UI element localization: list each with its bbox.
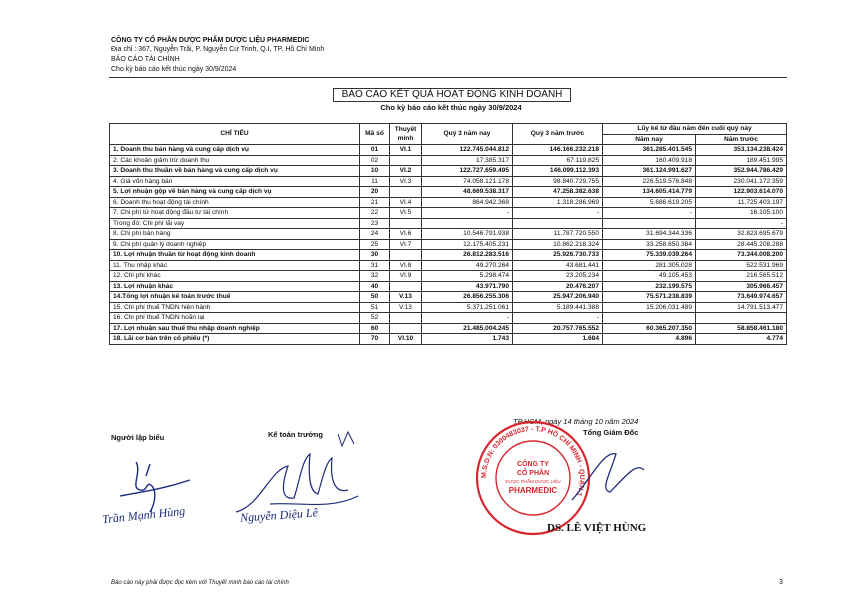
cell-q3-this: 5.298.474 [422,271,513,282]
cell-item: 4. Giá vốn hàng bán [110,176,360,187]
cell-note [390,281,422,292]
cell-ytd-this: 160.409.918 [603,155,696,166]
cell-item: 2. Các khoản giảm trừ doanh thu [110,155,360,166]
cell-q3-prev [513,218,603,229]
cell-ytd-prev [696,313,787,324]
table-row [110,229,787,240]
cell-ytd-this: 5.686.619.205 [603,197,696,208]
table-row [110,313,787,324]
cell-q3-prev: 11.787.720.550 [513,229,603,240]
cell-ytd-prev: 16.105.100 [696,208,787,219]
cell-item: 5. Lợi nhuận gộp về bán hàng và cung cấp dịch vụ [110,187,360,198]
cell-ytd-this: 4.896 [603,334,696,345]
table-row [110,271,787,282]
cell-q3-prev: 1.318.286.969 [513,197,603,208]
preparer-title: Người lập biểu [111,433,165,442]
cell-ytd-prev: 216.565.512 [696,271,787,282]
cell-note: VI.2 [390,166,422,177]
cell-item: 1. Doanh thu bán hàng và cung cấp dịch vụ [110,145,360,156]
cell-item: 15. Chi phí thuế TNDN hiện hành [110,302,360,313]
cell-note [390,187,422,198]
cell-ytd-prev: 73.649.974.657 [696,292,787,303]
header-code: Mã số [360,124,390,145]
cell-ytd-this: 75.339.039.264 [603,250,696,261]
cell-note: V.13 [390,292,422,303]
cell-q3-this: - [422,208,513,219]
cell-code: 22 [360,208,390,219]
table-row [110,250,787,261]
signing-date: TP.HCM, ngày 14 tháng 10 năm 2024 [513,417,639,426]
cell-ytd-this: 226.519.576.848 [603,176,696,187]
cell-code: 51 [360,302,390,313]
income-statement-table [109,123,787,345]
cell-ytd-prev: 522.531.969 [696,260,787,271]
cell-ytd-this: 361.124.991.627 [603,166,696,177]
cell-note: V.13 [390,302,422,313]
cell-q3-this: 122.727.659.495 [422,166,513,177]
header-divider [109,77,787,78]
cell-q3-this: 864.942.368 [422,197,513,208]
cell-q3-prev: 20.757.765.552 [513,323,603,334]
cell-q3-prev: 10.862.218.324 [513,239,603,250]
header-note: Thuyết minh [390,124,422,145]
header-ytd-prev: Năm trước [696,134,787,145]
cell-code: 70 [360,334,390,345]
cell-code: 40 [360,281,390,292]
cell-code: 50 [360,292,390,303]
cell-code: 02 [360,155,390,166]
cell-ytd-prev: 11.725.403.197 [696,197,787,208]
table-row [110,208,787,219]
cell-ytd-this: 134.605.414.779 [603,187,696,198]
table-row [110,197,787,208]
cell-code: 30 [360,250,390,261]
cell-item: 3. Doanh thu thuần về bán hàng và cung cấp dịch vụ [110,166,360,177]
cell-q3-prev: 25.926.730.733 [513,250,603,261]
cell-note: VI.5 [390,208,422,219]
cell-item: 14.Tổng lợi nhuận kế toán trước thuế [110,292,360,303]
cell-note: VI.9 [390,271,422,282]
report-title: BÁO CÁO KẾT QUẢ HOẠT ĐỘNG KINH DOANH [333,88,571,102]
cell-code: 52 [360,313,390,324]
table-row [110,239,787,250]
stamp-line2: CỔ PHẦN [516,470,550,477]
cell-item: 11. Thu nhập khác [110,260,360,271]
cell-note: VI.4 [390,197,422,208]
cell-ytd-this [603,218,696,229]
doc-type: BÁO CÁO TÀI CHÍNH [111,56,180,63]
cell-ytd-prev: 73.344.008.200 [696,250,787,261]
cell-q3-this: 21.485.004.245 [422,323,513,334]
cell-q3-this: 74.058.121.178 [422,176,513,187]
header-ytd: Lũy kế từ đầu năm đến cuối quý này [603,124,787,135]
cell-ytd-this: 361.285.401.545 [603,145,696,156]
stamp-line3: DƯỢC PHẨM DƯỢC LIỆU [505,479,561,484]
page-number: 3 [779,579,783,586]
header-q3-this: Quý 3 năm nay [422,124,513,145]
cell-ytd-this: 75.571.238.839 [603,292,696,303]
cell-code: 32 [360,271,390,282]
cell-code: 21 [360,197,390,208]
cell-q3-this: 12.175.405.231 [422,239,513,250]
cell-code: 20 [360,187,390,198]
cell-item: 7. Chi phí từ hoạt động đầu tư tài chính [110,208,360,219]
cell-code: 10 [360,166,390,177]
cell-q3-this [422,218,513,229]
cell-code: 01 [360,145,390,156]
cell-q3-this: 122.745.044.812 [422,145,513,156]
company-address: Địa chỉ : 367, Nguyễn Trãi, P. Nguyễn Cư Trinh, Q.I, TP. Hồ Chí Minh [111,46,325,53]
cell-note: VI.3 [390,176,422,187]
cell-ytd-this: 49.105.453 [603,271,696,282]
cell-code: 31 [360,260,390,271]
cell-q3-prev: - [513,208,603,219]
cell-note [390,323,422,334]
table-row [110,218,787,229]
cell-ytd-this: 232.199.575 [603,281,696,292]
accountant-title: Kế toán trưởng [268,430,323,439]
cell-item: Trong đó: Chi phí lãi vay [110,218,360,229]
cell-q3-prev: 43.681.441 [513,260,603,271]
cell-q3-this: 26.812.283.516 [422,250,513,261]
cell-code: 24 [360,229,390,240]
cell-q3-prev: 146.166.232.218 [513,145,603,156]
cell-ytd-prev: 353.134.238.424 [696,145,787,156]
cell-item: 16. Chi phí thuế TNDN hoãn lại [110,313,360,324]
cell-ytd-prev: 32.823.695.679 [696,229,787,240]
cell-ytd-prev: - [696,218,787,229]
cell-q3-prev: 47.258.382.638 [513,187,603,198]
footer-note: Báo cáo này phải được đọc kèm với Thuyết minh báo cáo tài chính [111,580,289,586]
cell-item: 6. Doanh thu hoạt động tài chính [110,197,360,208]
stamp-line4: PHARMEDIC [508,486,558,495]
cell-q3-prev: 20.476.207 [513,281,603,292]
report-period: Cho kỳ báo cáo kết thúc ngày 30/9/2024 [111,66,237,73]
table-row [110,292,787,303]
cell-note: VI.10 [390,334,422,345]
cell-code: 23 [360,218,390,229]
cell-item: 10. Lợi nhuận thuần từ hoạt động kinh doanh [110,250,360,261]
cell-q3-this: 43.971.790 [422,281,513,292]
cell-ytd-this: 15.206.031.489 [603,302,696,313]
cell-q3-this: - [422,313,513,324]
cell-ytd-prev: 14.791.513.477 [696,302,787,313]
table-row [110,260,787,271]
cell-ytd-prev: 58.858.461.180 [696,323,787,334]
cell-ytd-prev: 189.451.995 [696,155,787,166]
cell-note: VI.8 [390,260,422,271]
cell-note: VI.7 [390,239,422,250]
cell-ytd-prev: 28.445.208.288 [696,239,787,250]
company-name: CÔNG TY CỔ PHẦN DƯỢC PHẨM DƯỢC LIỆU PHARMEDIC [111,37,310,44]
cell-ytd-prev: 4.774 [696,334,787,345]
cell-note: VI.6 [390,229,422,240]
cell-ytd-this: 31.694.344.336 [603,229,696,240]
stamp-ring-text: M.S.D.N: 0300483037 - T.P HỒ CHÍ MINH - QUẬN 1 [480,425,586,498]
table-row [110,187,787,198]
table-row [110,155,787,166]
table-row [110,281,787,292]
header-item: CHỈ TIÊU [110,124,360,145]
table-row [110,145,787,156]
cell-ytd-prev: 305.966.457 [696,281,787,292]
cell-q3-prev: 25.947.206.940 [513,292,603,303]
table-row [110,302,787,313]
cell-code: 25 [360,239,390,250]
accountant-name: Nguyễn Diệu Lê [239,505,319,525]
cell-q3-this: 26.856.255.306 [422,292,513,303]
cell-q3-prev: 23.205.234 [513,271,603,282]
cell-q3-this: 48.669.538.317 [422,187,513,198]
cell-ytd-this: 60.365.207.350 [603,323,696,334]
cell-q3-prev: 1.684 [513,334,603,345]
cell-q3-this: 49.270.264 [422,260,513,271]
cell-note [390,313,422,324]
cell-q3-prev: 67.119.825 [513,155,603,166]
cell-note [390,218,422,229]
cell-item: 9. Chi phí quản lý doanh nghiệp [110,239,360,250]
stamp-line1: CÔNG TY [517,461,549,468]
cell-item: 12. Chi phí khác [110,271,360,282]
cell-q3-prev: - [513,313,603,324]
table-row [110,166,787,177]
table-row [110,334,787,345]
table-row [110,176,787,187]
preparer-name: Trần Mạnh Hùng [101,503,186,527]
cell-q3-prev: 146.099.112.393 [513,166,603,177]
cell-q3-prev: 5.189.441.388 [513,302,603,313]
director-name: DS. LÊ VIỆT HÙNG [547,522,647,534]
cell-note: VI.1 [390,145,422,156]
cell-item: 13. Lợi nhuận khác [110,281,360,292]
cell-q3-prev: 98.840.729.755 [513,176,603,187]
cell-ytd-prev: 230.041.172.359 [696,176,787,187]
cell-q3-this: 10.546.791.938 [422,229,513,240]
director-title: Tổng Giám Đốc [583,428,639,437]
report-subtitle: Cho kỳ báo cáo kết thúc ngày 30/9/2024 [380,103,522,112]
cell-item: 8. Chi phí bán hàng [110,229,360,240]
table-row [110,323,787,334]
cell-ytd-this: - [603,208,696,219]
cell-note [390,250,422,261]
cell-q3-this: 1.743 [422,334,513,345]
director-signature-mark [570,440,650,510]
cell-ytd-prev: 122.903.614.070 [696,187,787,198]
cell-item: 17. Lợi nhuận sau thuế thu nhập doanh nghiệp [110,323,360,334]
cell-ytd-this: 281.305.028 [603,260,696,271]
cell-item: 18. Lãi cơ bản trên cổ phiếu (*) [110,334,360,345]
cell-ytd-this: 33.258.650.384 [603,239,696,250]
cell-q3-this: 17.385.317 [422,155,513,166]
cell-code: 11 [360,176,390,187]
cell-note [390,155,422,166]
cell-code: 60 [360,323,390,334]
cell-q3-this: 5.371.251.061 [422,302,513,313]
cell-ytd-prev: 352.944.786.429 [696,166,787,177]
header-ytd-this: Năm nay [603,134,696,145]
header-q3-prev: Quý 3 năm trước [513,124,603,145]
cell-ytd-this [603,313,696,324]
